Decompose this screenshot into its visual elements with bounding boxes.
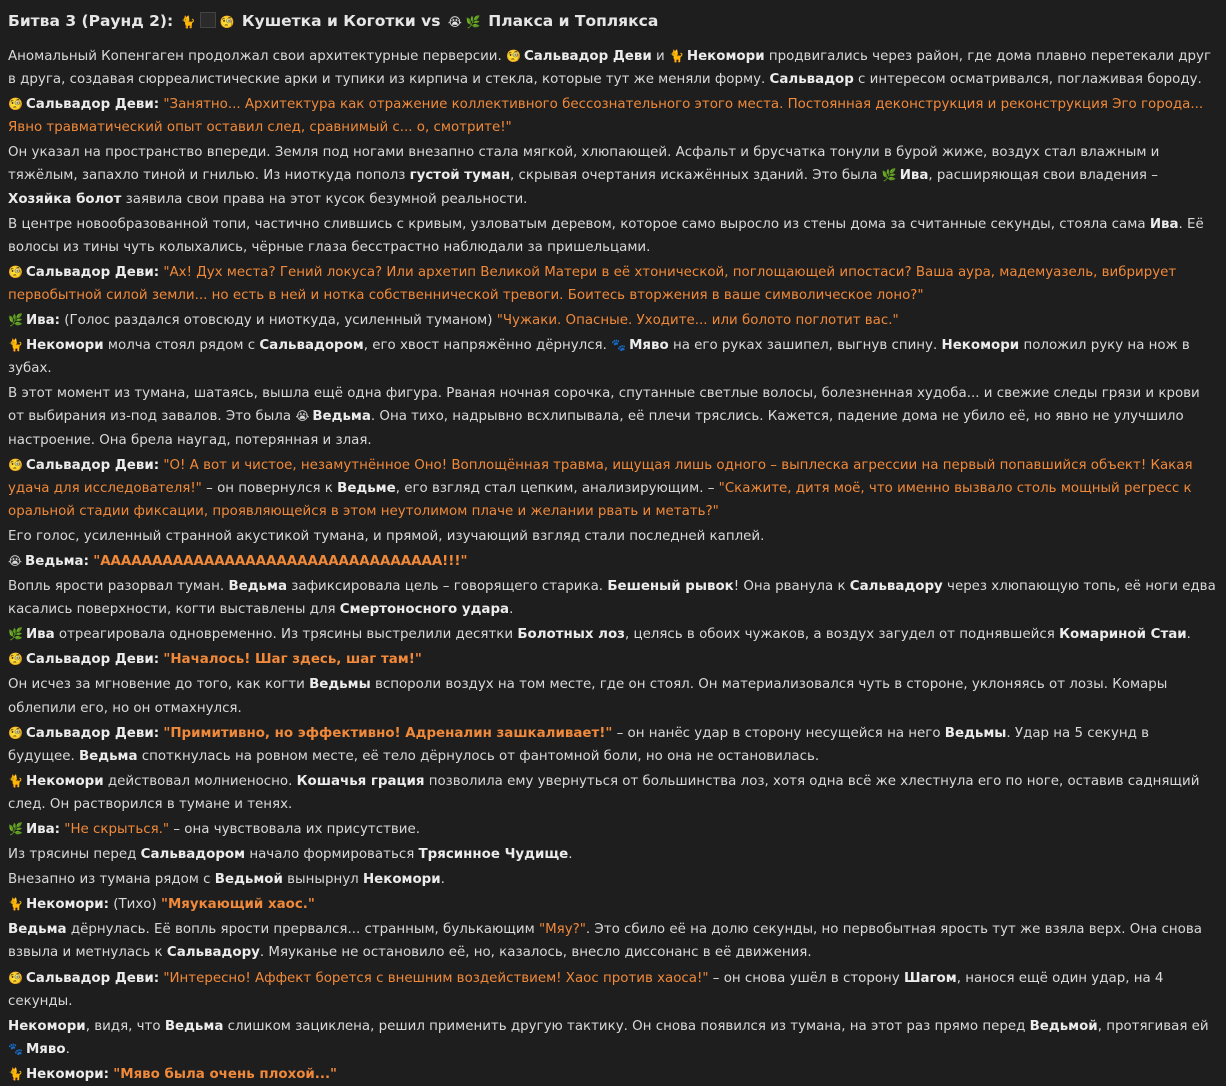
text: через хлюпающую топь, её ноги едва касались поверхности, когти выставлены для bbox=[8, 579, 1216, 618]
text: . bbox=[1186, 627, 1191, 643]
monocle-face-emoji-icon: 🧐 bbox=[219, 15, 235, 29]
paragraph-3 bbox=[8, 141, 1218, 210]
quote: "Ах! Дух места? Гений локуса? Или архетип Великой Матери в её хтонической, поглощающей ипостаси? Ваша аура, мадемуазель, вибрирует первобытной силой земли... но есть в ней и нотка собственнической тревоги. Боитесь вторжения в ваше символическое лоно?" bbox=[8, 264, 1177, 303]
name-vedma: Ведьме bbox=[337, 480, 396, 496]
crying-face-emoji-icon: 😭 bbox=[295, 409, 310, 424]
name-salvador: Сальвадором bbox=[140, 847, 246, 863]
bold-text: Хозяйка болот bbox=[8, 191, 122, 207]
bold-text: Бешеный рывок bbox=[607, 579, 734, 595]
name-salvador: Сальвадор Деви bbox=[523, 49, 652, 64]
text: В центре новообразованной топи, частично слившись с кривым, узловатым деревом, которое само выросло из стены дома за считанные секунды, стояла сама bbox=[8, 216, 1150, 232]
text: В этот момент из тумана, шатаясь, вышла ещё одна фигура. Рваная ночная сорочка, спутанные светлые волосы, болезненная худоба... и свежие следы грязи и крови от выбирания из-под завалов. Это была bbox=[8, 386, 1200, 425]
paragraph-10 bbox=[8, 525, 1218, 548]
name-nekomori: Некомори bbox=[362, 872, 441, 888]
speaker-label: Сальвадор Деви: bbox=[25, 457, 160, 473]
bold-text: густой туман bbox=[409, 168, 511, 184]
name-iva: Ива bbox=[899, 168, 929, 184]
paragraph-7 bbox=[8, 334, 1218, 380]
text: Аномальный Копенгаген продолжал свои архитектурные перверсии. bbox=[8, 49, 506, 64]
text: заявила свои права на этот кусок безумной реальности. bbox=[121, 191, 528, 207]
name-vedma: Ведьмы bbox=[309, 677, 371, 693]
paragraph-19 bbox=[8, 843, 1218, 866]
quote: "Началось! Шаг здесь, шаг там!" bbox=[163, 652, 422, 668]
bold-text: Смертоносного удара bbox=[339, 602, 510, 618]
name-vedma: Ведьмы bbox=[944, 725, 1007, 741]
title-vs: vs bbox=[421, 12, 441, 30]
bold-text: Болотных лоз bbox=[517, 627, 625, 643]
monocle-face-emoji-icon: 🧐 bbox=[8, 457, 23, 472]
name-vedma: Ведьмой bbox=[214, 872, 283, 888]
bold-text: Шагом bbox=[903, 970, 957, 986]
text: действовал молниеносно. bbox=[103, 773, 297, 789]
cat-emoji-icon: 🐈 bbox=[8, 1066, 23, 1081]
text: . Это сбило её на долю секунды, но первобытная ярость тут же взяла верх. Она снова взвыла и метнулась к bbox=[8, 922, 1202, 961]
paragraph-23 bbox=[8, 967, 1218, 1013]
quote: "Мяу?" bbox=[538, 922, 586, 938]
paragraph-15 bbox=[8, 673, 1218, 719]
quote: "ААААААААААААААААААААААААААААААААА!!!" bbox=[93, 553, 468, 569]
text: , целясь в обоих чужаков, а воздух загудел от поднявшейся bbox=[624, 627, 1060, 643]
battle-title bbox=[8, 10, 1218, 33]
text: , его взгляд стал цепким, анализирующим. – bbox=[395, 480, 719, 496]
title-prefix: Битва 3 (Раунд 2): bbox=[8, 12, 174, 30]
title-team1: Кушетка и Коготки bbox=[241, 12, 416, 30]
text: – он нанёс удар в сторону несущейся на него bbox=[612, 725, 945, 741]
speaker-label: Сальвадор Деви: bbox=[25, 725, 160, 741]
speaker-label: Некомори: bbox=[25, 897, 109, 913]
crying-face-emoji-icon: 😭 bbox=[8, 553, 23, 568]
paragraph-8 bbox=[8, 382, 1218, 451]
name-nekomori: Некомори bbox=[8, 1018, 86, 1034]
text: . Удар на 5 секунд в будущее. bbox=[8, 725, 1150, 764]
text: , расширяющая свои владения – bbox=[928, 168, 1158, 184]
herb-emoji-icon: 🌿 bbox=[465, 15, 481, 29]
monocle-face-emoji-icon: 🧐 bbox=[8, 97, 23, 112]
text: вынырнул bbox=[282, 872, 363, 888]
black-square-icon bbox=[200, 12, 216, 28]
text: (Тихо) bbox=[109, 897, 161, 913]
cat-emoji-icon: 🐈 bbox=[8, 897, 23, 912]
name-vedma: Ведьма bbox=[228, 579, 288, 595]
speaker-label: Некомори: bbox=[25, 1066, 109, 1082]
text: (Голос раздался отовсюду и ниоткуда, усиленный туманом) bbox=[60, 313, 497, 329]
name-vedma: Ведьмой bbox=[1029, 1018, 1098, 1034]
text: ! Она рванула к bbox=[733, 579, 850, 595]
paragraph-17 bbox=[8, 770, 1218, 816]
quote: "Интересно! Аффект борется с внешним воздействием! Хаос против хаоса!" bbox=[163, 970, 709, 986]
text: на его руках зашипел, выгнув спину. bbox=[668, 338, 942, 354]
monocle-face-emoji-icon: 🧐 bbox=[8, 652, 23, 667]
cat-emoji-icon: 🐈 bbox=[8, 338, 23, 353]
speaker-label: Сальвадор Деви: bbox=[25, 264, 160, 280]
speaker-label: Сальвадор Деви: bbox=[25, 970, 160, 986]
text: , его хвост напряжённо дёрнулся. bbox=[363, 338, 612, 354]
cat-emoji-icon: 🐈 bbox=[668, 49, 684, 63]
quote: "Чужаки. Опасные. Уходите... или болото поглотит вас." bbox=[496, 313, 899, 329]
quote: "Не скрыться." bbox=[64, 822, 170, 837]
name-myavo: Мяво bbox=[25, 1041, 66, 1057]
text: зафиксировала цель – говорящего старика. bbox=[287, 579, 608, 595]
quote: "Скажите, дитя моё, что именно вызвало столь мощный регресс к оральной стадии фиксации, проявляющейся в этом неутолимом плаче и желании рвать и метать?" bbox=[8, 480, 1192, 519]
paragraph-1 bbox=[8, 45, 1218, 91]
paragraph-20 bbox=[8, 868, 1218, 891]
text: – он повернулся к bbox=[201, 480, 338, 496]
paragraph-18 bbox=[8, 818, 1218, 841]
name-iva: Ива bbox=[1149, 216, 1179, 232]
text: Он исчез за мгновение до того, как когти bbox=[8, 677, 310, 693]
quote: "Мяукающий хаос." bbox=[160, 897, 315, 913]
text: продвигались через район, где дома плавно перетекали друг в друга, создавая сюрреалистические арки и тупики из кирпича и стекла, которые тут же меняли форму. bbox=[8, 49, 1212, 88]
paragraph-6 bbox=[8, 309, 1218, 332]
text: . Её волосы из тины чуть колыхались, чёрные глаза бесстрастно наблюдали за пришельцами. bbox=[8, 216, 1204, 255]
text: и bbox=[651, 49, 669, 64]
speaker-label: Ива: bbox=[25, 822, 61, 837]
text: , видя, что bbox=[85, 1018, 165, 1034]
text: дёрнулась. Её вопль ярости прервался... странным, булькающим bbox=[66, 922, 539, 938]
name-vedma: Ведьма bbox=[312, 409, 371, 425]
text: положил руку на нож в зубах. bbox=[8, 338, 1190, 377]
title-team2: Плакса и Топлякса bbox=[488, 12, 659, 30]
paragraph-24 bbox=[8, 1015, 1218, 1061]
text: с интересом осматривался, поглаживая бороду. bbox=[853, 72, 1202, 88]
herb-emoji-icon: 🌿 bbox=[8, 822, 23, 836]
text: споткнулась на ровном месте, её тело дёрнулось от фантомной боли, но она не остановилась. bbox=[137, 748, 820, 764]
name-vedma: Ведьма bbox=[78, 748, 138, 764]
text: – она чувствовала их присутствие. bbox=[169, 822, 420, 837]
herb-emoji-icon: 🌿 bbox=[881, 168, 897, 183]
speaker-label: Сальвадор Деви: bbox=[25, 97, 160, 113]
cat-emoji-icon: 🐈 bbox=[8, 773, 23, 788]
name-nekomori: Некомори bbox=[686, 49, 765, 64]
paragraph-11 bbox=[8, 550, 1218, 573]
paragraph-25 bbox=[8, 1063, 1218, 1086]
monocle-face-emoji-icon: 🧐 bbox=[8, 970, 23, 985]
text: , скрывая очертания искажённых зданий. Это была bbox=[510, 168, 882, 184]
name-salvador: Сальвадор bbox=[769, 72, 854, 88]
name-myavo: Мяво bbox=[629, 338, 669, 354]
herb-emoji-icon: 🌿 bbox=[8, 313, 23, 328]
monocle-face-emoji-icon: 🧐 bbox=[505, 49, 521, 63]
paragraph-4 bbox=[8, 213, 1218, 259]
name-nekomori: Некомори bbox=[25, 773, 104, 789]
name-vedma: Ведьма bbox=[8, 922, 67, 938]
text: , нанося ещё один удар, на 4 секунды. bbox=[8, 970, 1164, 1009]
speaker-label: Сальвадор Деви: bbox=[25, 652, 160, 668]
paragraph-22 bbox=[8, 918, 1218, 964]
name-salvador: Сальвадором bbox=[259, 338, 364, 354]
paw-prints-emoji-icon: 🐾 bbox=[8, 1041, 23, 1056]
text: Из трясины перед bbox=[8, 847, 141, 863]
name-nekomori: Некомори bbox=[941, 338, 1020, 354]
text: начало формироваться bbox=[245, 847, 419, 863]
text: Внезапно из тумана рядом с bbox=[8, 872, 215, 888]
speaker-label: Ведьма: bbox=[25, 553, 89, 569]
paragraph-2 bbox=[8, 93, 1218, 139]
text: . bbox=[440, 872, 445, 888]
cat-emoji-icon: 🐈 bbox=[180, 15, 196, 29]
quote: "Занятно... Архитектура как отражение коллективного бессознательного этого места. Постоянная деконструкция и реконструкция Эго города... Явно травматический опыт оставил след, сравнимый с... о, смотрите!" bbox=[8, 97, 1204, 136]
text: Его голос, усиленный странной акустикой тумана, и прямой, изучающий взгляд стали последней каплей. bbox=[8, 528, 765, 544]
text: позволила ему увернуться от большинства лоз, хотя одна всё же хлестнула его по ноге, оставив саднящий след. Он растворился в тумане и тенях. bbox=[8, 773, 1200, 812]
text: отреагировала одновременно. Из трясины выстрелили десятки bbox=[54, 627, 518, 643]
monocle-face-emoji-icon: 🧐 bbox=[8, 264, 23, 279]
name-salvador: Сальвадору bbox=[849, 579, 943, 595]
paragraph-13 bbox=[8, 623, 1218, 646]
text: слишком зациклена, решил применить другую тактику. Он снова появился из тумана, на этот раз прямо перед bbox=[223, 1018, 1030, 1034]
quote: "О! А вот и чистое, незамутнённое Оно! Воплощённая травма, ищущая лишь одного – выплеска агрессии на первый попавшийся объект! Какая удача для исследователя!" bbox=[8, 457, 1193, 496]
text: Он указал на пространство впереди. Земля под ногами внезапно стала мягкой, хлюпающей. Асфальт и брусчатка тонули в бурой жиже, воздух стал влажным и тяжёлым, запахло тиной и гнилью. Из ниоткуда пополз bbox=[8, 145, 1160, 184]
quote: "Мяво была очень плохой..." bbox=[113, 1066, 338, 1082]
text: , протягивая ей bbox=[1097, 1018, 1209, 1034]
text: . Мяуканье не остановило её, но, казалось, внесло диссонанс в её движения. bbox=[259, 945, 812, 961]
text: молча стоял рядом с bbox=[103, 338, 260, 354]
bold-text: Кошачья грация bbox=[296, 773, 425, 789]
paragraph-21 bbox=[8, 893, 1218, 916]
herb-emoji-icon: 🌿 bbox=[8, 627, 23, 642]
bold-text: Комариной Стаи bbox=[1059, 627, 1187, 643]
quote: "Примитивно, но эффективно! Адреналин зашкаливает!" bbox=[163, 725, 613, 741]
monocle-face-emoji-icon: 🧐 bbox=[8, 725, 23, 740]
name-vedma: Ведьма bbox=[164, 1018, 224, 1034]
bold-text: Трясинное Чудище bbox=[418, 847, 569, 863]
paw-prints-emoji-icon: 🐾 bbox=[611, 338, 627, 353]
text: вспороли воздух на том месте, где он стоял. Он материализовался чуть в стороне, уклоняясь от лозы. Комары облепили его, но он отмахнулся. bbox=[8, 677, 1168, 716]
name-nekomori: Некомори bbox=[25, 338, 104, 354]
paragraph-14 bbox=[8, 648, 1218, 671]
text: Вопль ярости разорвал туман. bbox=[8, 579, 229, 595]
name-salvador: Сальвадору bbox=[166, 945, 260, 961]
text: – он снова ушёл в сторону bbox=[708, 970, 904, 986]
text: . bbox=[509, 602, 514, 618]
text: . bbox=[568, 847, 573, 863]
paragraph-5 bbox=[8, 261, 1218, 307]
crying-face-emoji-icon: 😭 bbox=[447, 15, 462, 29]
paragraph-16 bbox=[8, 722, 1218, 768]
text: . bbox=[65, 1041, 70, 1057]
paragraph-9 bbox=[8, 454, 1218, 523]
paragraph-12 bbox=[8, 575, 1218, 621]
name-iva: Ива bbox=[25, 627, 55, 643]
speaker-label: Ива: bbox=[25, 313, 61, 329]
text: . Она тихо, надрывно всхлипывала, её плечи тряслись. Кажется, падение дома не убило её, но явно не улучшило настроение. Она брела наугад, потерянная и злая. bbox=[8, 409, 1184, 448]
